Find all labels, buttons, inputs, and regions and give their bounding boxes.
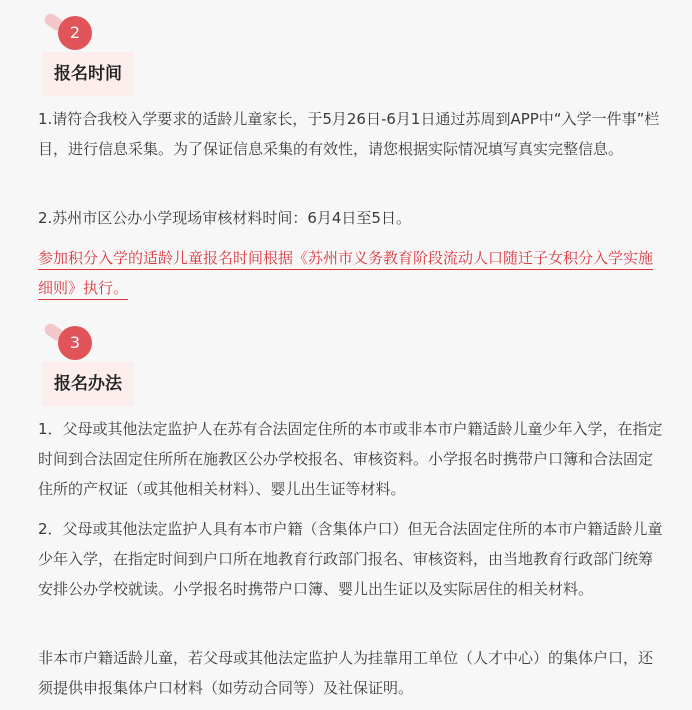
section-3-paragraph-2: 2．父母或其他法定监护人具有本市户籍（含集体户口）但无合法固定住所的本市户籍适龄儿童少年入学，在指定时间到户口所在地教育行政部门报名、审核资料，由当地教育行政部门统筹安排公办学校就读。小学报名时携带户口簿、婴儿出生证以及实际居住的相关材料。 (38, 520, 663, 598)
section-2-note (38, 243, 663, 303)
section-number-badge: 2 (58, 16, 92, 50)
section-title: 报名办法 (42, 362, 134, 406)
section-2-paragraph-2: 2.苏州市区公办小学现场审核材料时间：6月4日至5日。 (38, 209, 411, 227)
section-number-badge: 3 (58, 326, 92, 360)
section-title: 报名时间 (42, 52, 134, 96)
section-3-paragraph-1: 1．父母或其他法定监护人在苏有合法固定住所的本市或非本市户籍适龄儿童少年入学，在指定时间到合法固定住所所在施教区公办学校报名、审核资料。小学报名时携带户口簿和合法固定住所的产权证（或其他相关材料）、婴儿出生证等材料。 (38, 420, 663, 498)
section-3-paragraph-3: 非本市户籍适龄儿童，若父母或其他法定监护人为挂靠用工单位（人才中心）的集体户口，还须提供申报集体户口材料（如劳动合同等）及社保证明。 (38, 649, 654, 697)
integration-note-text: 参加积分入学的适龄儿童报名时间根据《苏州市义务教育阶段流动人口随迁子女积分入学实施细则》执行。 (38, 249, 654, 297)
section-2-paragraph-1: 1.请符合我校入学要求的适龄儿童家长，于5月26日-6月1日通过苏周到APP中“入学一件事”栏目，进行信息采集。为了保证信息采集的有效性，请您根据实际情况填写真实完整信息。 (38, 110, 660, 158)
